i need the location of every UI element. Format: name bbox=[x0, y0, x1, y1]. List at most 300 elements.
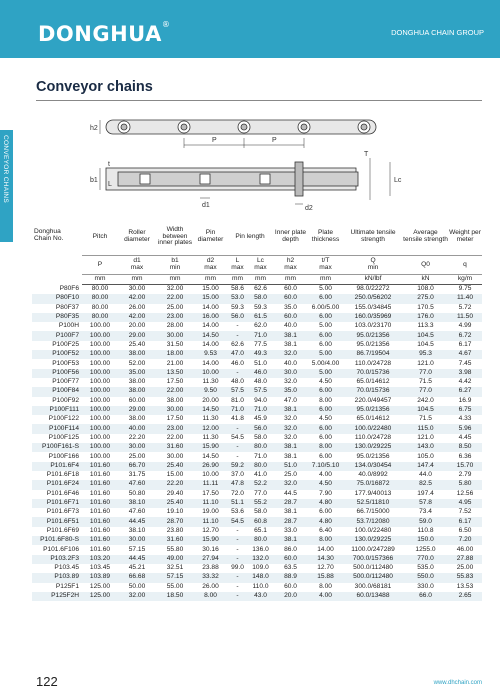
table-cell: 250.0/56202 bbox=[343, 294, 403, 303]
table-cell: 46.00 bbox=[456, 545, 474, 553]
table-cell: 101.60 bbox=[82, 480, 118, 489]
table-row bbox=[32, 397, 482, 406]
table-cell: 20.00 bbox=[202, 396, 219, 404]
table-cell: 155.0/34845 bbox=[354, 303, 392, 311]
table-cell: 52.5/11810 bbox=[343, 499, 403, 508]
table-cell: 6.40 bbox=[319, 526, 332, 534]
table-cell: 550.0 bbox=[403, 573, 448, 582]
table-cell: 4.50 bbox=[308, 480, 343, 489]
table-cell: 100.00 bbox=[89, 359, 111, 367]
table-cell: 242.0 bbox=[417, 396, 434, 404]
table-cell: 220.0/49457 bbox=[354, 396, 392, 404]
table-cell: 6.00 bbox=[319, 433, 332, 441]
table-cell: 7.20 bbox=[448, 536, 482, 545]
table-cell: 13.50 bbox=[156, 369, 194, 378]
table-cell: 32.0 bbox=[273, 350, 308, 359]
table-cell: 13.53 bbox=[456, 582, 474, 590]
table-cell: 4.95 bbox=[448, 499, 482, 508]
chain-number-cell: P101.6F18 bbox=[46, 471, 79, 479]
label-d1: d1 bbox=[202, 202, 210, 209]
table-cell: 22.00 bbox=[166, 433, 184, 441]
table-cell: 3.98 bbox=[448, 369, 482, 378]
chain-number-cell: P100F111 bbox=[32, 406, 82, 415]
chain-number-cell: P100F7 bbox=[32, 331, 82, 340]
table-cell: 6.00 bbox=[308, 406, 343, 415]
table-cell: 1100.0/247289 bbox=[351, 545, 395, 553]
table-cell: 47.0 bbox=[227, 350, 248, 359]
table-cell: 53.0 bbox=[227, 294, 248, 303]
table-cell: - bbox=[227, 536, 248, 545]
table-cell: 16.9 bbox=[458, 396, 472, 404]
table-cell: 170.5 bbox=[417, 303, 434, 311]
symbol-name: h2 bbox=[286, 257, 295, 265]
chain-number-cell: P101.6F71 bbox=[32, 499, 82, 508]
table-cell: 110.0/24728 bbox=[354, 359, 392, 367]
table-cell: 104.5 bbox=[403, 331, 448, 340]
table-cell: 330.0 bbox=[417, 582, 434, 590]
table-cell: 25.00 bbox=[166, 303, 184, 311]
table-cell: 6.00 bbox=[319, 508, 332, 516]
table-cell: 6.50 bbox=[458, 526, 472, 534]
table-cell: 32.0 bbox=[273, 424, 308, 433]
table-cell: 197.4 bbox=[417, 489, 434, 497]
table-cell: 35.0 bbox=[273, 387, 308, 396]
table-cell: 110.8 bbox=[417, 526, 434, 534]
table-cell: 19.10 bbox=[166, 508, 184, 516]
table-cell: 26.00 bbox=[202, 582, 219, 590]
table-cell: 95.3 bbox=[403, 350, 448, 359]
table-row bbox=[32, 350, 482, 359]
table-cell: 11.11 bbox=[194, 480, 227, 489]
table-cell: 150.0 bbox=[403, 536, 448, 545]
table-cell: 71.0 bbox=[248, 406, 273, 415]
page-header bbox=[0, 0, 500, 58]
table-cell: 22.00 bbox=[156, 294, 194, 303]
unit-cell: mm bbox=[156, 275, 194, 285]
table-cell: 80.0 bbox=[248, 443, 273, 452]
table-cell: 38.1 bbox=[273, 536, 308, 545]
label-t-upper: T bbox=[364, 151, 369, 158]
table-cell: 100.00 bbox=[82, 350, 118, 359]
table-cell: - bbox=[236, 545, 239, 553]
table-cell: 147.4 bbox=[403, 462, 448, 471]
table-cell: 32.0 bbox=[284, 433, 297, 441]
table-cell: 98.0/22272 bbox=[356, 285, 390, 293]
table-cell: 22.20 bbox=[156, 480, 194, 489]
label-d2: d2 bbox=[305, 205, 313, 212]
symbol-cell bbox=[227, 256, 248, 275]
table-cell: 110.0 bbox=[252, 582, 269, 590]
symbol-qualifier: max bbox=[284, 264, 297, 271]
table-cell: 25.40 bbox=[156, 499, 194, 508]
table-row bbox=[32, 322, 482, 331]
table-cell: 14.00 bbox=[202, 322, 219, 330]
table-cell: 104.5 bbox=[403, 406, 448, 415]
table-cell: 37.0 bbox=[231, 471, 244, 479]
table-cell: 4.42 bbox=[458, 378, 472, 386]
table-cell: 44.45 bbox=[118, 517, 156, 526]
table-cell: 23.80 bbox=[166, 526, 184, 534]
table-cell: 88.9 bbox=[273, 573, 308, 582]
table-cell: 70.0/15736 bbox=[343, 387, 403, 396]
unit-cell: mm bbox=[194, 275, 227, 285]
table-cell: 50.00 bbox=[128, 582, 146, 590]
table-cell: 23.00 bbox=[156, 313, 194, 322]
table-cell: 33.0 bbox=[284, 526, 297, 534]
table-cell: 29.00 bbox=[118, 406, 156, 415]
chain-dimension-diagram bbox=[80, 108, 420, 213]
table-cell: 30.00 bbox=[128, 285, 146, 293]
table-cell: 100.00 bbox=[82, 443, 118, 452]
table-cell: 57.15 bbox=[128, 545, 146, 553]
col-header-average-strength: Average tensile strength bbox=[403, 229, 448, 243]
table-cell: 5.00 bbox=[308, 350, 343, 359]
col-header-pitch: Pitch bbox=[92, 232, 108, 240]
table-cell: 11.50 bbox=[448, 313, 482, 322]
table-cell: 535.0 bbox=[417, 564, 434, 572]
chain-number-cell: P103.89 bbox=[32, 573, 82, 582]
table-cell: 5.00 bbox=[308, 369, 343, 378]
chain-number-cell: P80F35 bbox=[32, 313, 82, 322]
table-cell: 30.0 bbox=[273, 369, 308, 378]
table-cell: 6.00 bbox=[308, 313, 343, 322]
table-cell: 100.00 bbox=[82, 387, 118, 396]
table-cell: 15.90 bbox=[194, 443, 227, 452]
table-cell: 6.17 bbox=[458, 340, 472, 348]
unit-cell: mm bbox=[308, 275, 343, 285]
table-row bbox=[32, 545, 482, 554]
symbol-name: Q0 bbox=[421, 260, 430, 268]
table-cell: 71.5 bbox=[419, 378, 432, 386]
table-cell: 53.7/12080 bbox=[343, 517, 403, 526]
table-cell: 58.0 bbox=[254, 508, 267, 516]
table-cell: 101.60 bbox=[89, 489, 111, 497]
table-cell: 6.17 bbox=[448, 517, 482, 526]
table-cell: 104.5 bbox=[417, 340, 434, 348]
table-cell: 60.0 bbox=[273, 313, 308, 322]
chain-number-cell: P101.6F4 bbox=[32, 462, 82, 471]
chain-number-cell: P101.6F51 bbox=[32, 517, 82, 526]
table-cell: 4.33 bbox=[458, 415, 472, 423]
table-cell: 31.60 bbox=[156, 443, 194, 452]
table-cell: 30.00 bbox=[156, 406, 194, 415]
table-cell: 11.10 bbox=[194, 517, 227, 526]
table-cell: 9.50 bbox=[194, 387, 227, 396]
header-row-units bbox=[32, 275, 482, 285]
table-cell: 103.20 bbox=[82, 555, 118, 564]
table-row bbox=[32, 378, 482, 387]
table-cell: 176.0 bbox=[403, 313, 448, 322]
table-cell: 20.00 bbox=[128, 322, 146, 330]
table-cell: 2.79 bbox=[458, 471, 472, 479]
table-row bbox=[32, 499, 482, 508]
table-cell: 58.6 bbox=[231, 285, 244, 293]
table-row bbox=[32, 285, 482, 295]
table-cell: 14.00 bbox=[202, 303, 219, 311]
symbol-qualifier: max bbox=[204, 264, 217, 271]
table-cell: 60.0 bbox=[273, 555, 308, 564]
table-cell: 30.16 bbox=[202, 545, 219, 553]
table-cell: 8.50 bbox=[448, 443, 482, 452]
table-cell: 38.00 bbox=[128, 415, 146, 423]
chain-number-cell: P100F84 bbox=[32, 387, 82, 396]
table-cell: 121.0 bbox=[417, 359, 434, 367]
col-header-plate-thickness: Plate thickness bbox=[311, 229, 340, 243]
symbol-qualifier: max bbox=[319, 264, 332, 271]
symbol-cell bbox=[343, 256, 403, 275]
table-row bbox=[32, 583, 482, 592]
table-cell: - bbox=[227, 369, 248, 378]
chain-number-cell: P125F1 bbox=[55, 582, 79, 590]
table-cell: 115.0 bbox=[403, 424, 448, 433]
page-number: 122 bbox=[36, 674, 58, 689]
symbol-cell bbox=[194, 256, 227, 275]
table-cell: 66.68 bbox=[118, 573, 156, 582]
chain-top-view bbox=[106, 120, 376, 134]
table-row bbox=[32, 369, 482, 378]
table-cell: 25.00 bbox=[456, 564, 474, 572]
table-cell: 38.1 bbox=[284, 452, 297, 460]
chain-number-cell: P103.45 bbox=[54, 564, 79, 572]
table-cell: 57.15 bbox=[156, 573, 194, 582]
table-row bbox=[32, 592, 482, 601]
table-cell: 40.0 bbox=[284, 322, 297, 330]
col-header-pin-diameter: Pin diameter bbox=[197, 229, 224, 243]
chain-number-cell: P101.6F24 bbox=[32, 480, 82, 489]
chain-no-header-line2: Chain No. bbox=[34, 234, 64, 242]
group-name: DONGHUA CHAIN GROUP bbox=[391, 28, 484, 37]
table-row bbox=[32, 341, 482, 350]
table-cell: 121.0 bbox=[417, 433, 434, 441]
table-cell: 143.0 bbox=[403, 443, 448, 452]
table-cell: 43.0 bbox=[248, 592, 273, 601]
table-cell: 108.0 bbox=[417, 285, 434, 293]
table-cell: 25.0 bbox=[284, 471, 297, 479]
table-cell: 28.70 bbox=[156, 517, 194, 526]
table-cell: 32.51 bbox=[166, 564, 184, 572]
chain-number-cell: P101.6F69 bbox=[46, 526, 79, 534]
table-cell: 40.0/8992 bbox=[358, 471, 388, 479]
table-cell: 101.60 bbox=[89, 508, 111, 516]
table-cell: 57.8 bbox=[403, 499, 448, 508]
table-row bbox=[32, 573, 482, 582]
table-row bbox=[32, 452, 482, 461]
table-cell: 38.00 bbox=[118, 350, 156, 359]
table-cell: 60.00 bbox=[128, 396, 146, 404]
table-row bbox=[32, 331, 482, 340]
table-cell: 30.00 bbox=[166, 452, 184, 460]
table-cell: 45.9 bbox=[254, 415, 267, 423]
chain-spec-table bbox=[32, 219, 482, 601]
col-header-inner-width: Width between inner plates bbox=[157, 225, 193, 247]
table-cell: 58.0 bbox=[254, 433, 267, 441]
table-cell: 71.0 bbox=[254, 452, 267, 460]
table-cell: - bbox=[236, 452, 239, 460]
table-cell: - bbox=[227, 331, 248, 340]
table-cell: 95.0/21356 bbox=[343, 331, 403, 340]
table-cell: 80.00 bbox=[82, 313, 118, 322]
table-cell: 25.00 bbox=[128, 452, 146, 460]
table-cell: 4.67 bbox=[448, 350, 482, 359]
table-cell: 130.0/29225 bbox=[343, 443, 403, 452]
table-cell: 100.0/22480 bbox=[343, 424, 403, 433]
table-cell: 26.00 bbox=[128, 303, 146, 311]
chain-no-header-line1: Donghua bbox=[34, 227, 61, 235]
label-b1: b1 bbox=[90, 177, 98, 184]
table-cell: 100.00 bbox=[82, 369, 118, 378]
table-cell: 41.8 bbox=[231, 415, 244, 423]
table-row bbox=[32, 471, 482, 480]
table-cell: 55.2 bbox=[248, 499, 273, 508]
table-cell: 5.80 bbox=[448, 480, 482, 489]
chain-number-cell: P103.2F3 bbox=[32, 555, 82, 564]
table-cell: 5.00 bbox=[319, 322, 332, 330]
table-cell: 4.80 bbox=[308, 499, 343, 508]
table-cell: 101.60 bbox=[89, 526, 111, 534]
table-cell: 25.40 bbox=[156, 462, 194, 471]
table-cell: 28.7 bbox=[273, 517, 308, 526]
table-cell: 38.1 bbox=[273, 406, 308, 415]
table-body bbox=[32, 285, 482, 602]
table-cell: 4.45 bbox=[458, 433, 472, 441]
table-cell: 14.00 bbox=[202, 359, 219, 367]
symbol-name: P bbox=[97, 260, 103, 268]
symbol-cell bbox=[248, 256, 273, 275]
table-cell: 1255.0 bbox=[415, 545, 436, 553]
symbol-cell bbox=[448, 256, 482, 275]
table-cell: 23.88 bbox=[202, 564, 219, 572]
table-cell: 9.75 bbox=[458, 285, 472, 293]
table-cell: 58.0 bbox=[248, 294, 273, 303]
chain-number-cell: P80F10 bbox=[32, 294, 82, 303]
table-cell: 4.50 bbox=[319, 415, 332, 423]
symbol-name: d1 bbox=[133, 257, 141, 265]
table-cell: 57.5 bbox=[227, 387, 248, 396]
title-divider bbox=[36, 100, 482, 101]
table-row bbox=[32, 406, 482, 415]
table-cell: 55.80 bbox=[166, 545, 184, 553]
table-cell: 100.00 bbox=[82, 406, 118, 415]
table-cell: 71.0 bbox=[227, 406, 248, 415]
table-cell: 30.00 bbox=[156, 331, 194, 340]
table-cell: 4.99 bbox=[458, 322, 472, 330]
table-cell: 15.00 bbox=[194, 294, 227, 303]
table-cell: 77.0 bbox=[254, 489, 267, 497]
table-cell: 60.0 bbox=[273, 294, 308, 303]
table-cell: 6.00 bbox=[319, 452, 332, 460]
table-cell: 103.0/23170 bbox=[354, 322, 392, 330]
symbol-name: b1 bbox=[171, 257, 179, 265]
table-cell: 4.80 bbox=[308, 517, 343, 526]
table-cell: 6.27 bbox=[448, 387, 482, 396]
table-cell: 38.00 bbox=[118, 387, 156, 396]
table-cell: 42.00 bbox=[118, 313, 156, 322]
table-cell: 59.3 bbox=[231, 303, 244, 311]
table-cell: 14.50 bbox=[194, 406, 227, 415]
table-cell: 125.00 bbox=[82, 592, 118, 601]
unit-cell: kN/lbf bbox=[343, 275, 403, 285]
table-cell: 15.70 bbox=[448, 462, 482, 471]
table-cell: 80.0 bbox=[248, 462, 273, 471]
symbol-qualifier: max bbox=[231, 264, 244, 271]
symbol-name: q bbox=[463, 260, 467, 268]
table-cell: 100.00 bbox=[89, 378, 111, 386]
table-cell: 30.00 bbox=[118, 536, 156, 545]
table-cell: 101.60 bbox=[89, 545, 111, 553]
table-cell: 18.00 bbox=[156, 350, 194, 359]
unit-cell: kg/m bbox=[448, 275, 482, 285]
table-row bbox=[32, 508, 482, 517]
chain-number-cell: P101.6F73 bbox=[46, 508, 79, 516]
table-cell: 80.00 bbox=[82, 294, 118, 303]
table-cell: 30.00 bbox=[118, 443, 156, 452]
table-cell: 46.0 bbox=[231, 359, 244, 367]
table-cell: 23.00 bbox=[156, 424, 194, 433]
table-row bbox=[32, 462, 482, 471]
table-cell: 103.45 bbox=[89, 564, 111, 572]
brand-logo bbox=[38, 22, 170, 46]
table-cell: 103.89 bbox=[82, 573, 118, 582]
symbol-name: d2 bbox=[206, 257, 215, 265]
table-row bbox=[32, 555, 482, 564]
chain-number-cell: P101.6F46 bbox=[46, 489, 79, 497]
table-cell: 7.10/5.10 bbox=[308, 462, 343, 471]
chain-number-cell: P100F161-S bbox=[32, 443, 82, 452]
table-cell: - bbox=[236, 322, 239, 330]
symbol-cell bbox=[118, 256, 156, 275]
chain-number-cell: P125F2H bbox=[32, 592, 82, 601]
table-cell: 56.0 bbox=[248, 424, 273, 433]
table-cell: 62.6 bbox=[231, 340, 244, 348]
table-cell: 17.50 bbox=[166, 378, 184, 386]
table-cell: 49.3 bbox=[248, 350, 273, 359]
table-cell: 60.0 bbox=[284, 582, 297, 590]
table-cell: 17.50 bbox=[166, 415, 184, 423]
table-cell: 113.3 bbox=[417, 322, 434, 330]
table-cell: 11.40 bbox=[448, 294, 482, 303]
table-cell: 28.00 bbox=[166, 322, 184, 330]
label-p2: P bbox=[272, 137, 277, 144]
chain-number-cell: P80F37 bbox=[55, 303, 79, 311]
table-cell: 6.00 bbox=[308, 424, 343, 433]
table-cell: 26.90 bbox=[194, 462, 227, 471]
table-cell: 59.2 bbox=[227, 462, 248, 471]
table-cell: 100.00 bbox=[89, 340, 111, 348]
table-cell: 59.3 bbox=[254, 303, 267, 311]
chain-number-cell: P100F52 bbox=[32, 350, 82, 359]
table-cell: 160.0/35969 bbox=[343, 313, 403, 322]
col-header-plate-depth: Inner plate depth bbox=[274, 229, 307, 243]
table-cell: 54.5 bbox=[231, 433, 244, 441]
table-cell: 80.0 bbox=[248, 536, 273, 545]
table-cell: 7.52 bbox=[458, 508, 472, 516]
table-cell: 8.00 bbox=[308, 443, 343, 452]
unit-cell: mm bbox=[227, 275, 248, 285]
footer-url: www.dhchain.com bbox=[433, 680, 482, 686]
table-cell: 6.72 bbox=[448, 331, 482, 340]
table-cell: 9.53 bbox=[194, 350, 227, 359]
table-cell: 28.7 bbox=[273, 499, 308, 508]
table-cell: 100.00 bbox=[89, 322, 111, 330]
chain-number-cell: P100F56 bbox=[32, 369, 82, 378]
table-cell: 14.00 bbox=[202, 340, 219, 348]
table-cell: 52.2 bbox=[248, 480, 273, 489]
table-cell: 14.00 bbox=[317, 545, 334, 553]
table-cell: 55.83 bbox=[448, 573, 482, 582]
label-l: L bbox=[108, 181, 112, 188]
table-cell: 48.0 bbox=[231, 378, 244, 386]
table-cell: 70.0/15736 bbox=[343, 369, 403, 378]
